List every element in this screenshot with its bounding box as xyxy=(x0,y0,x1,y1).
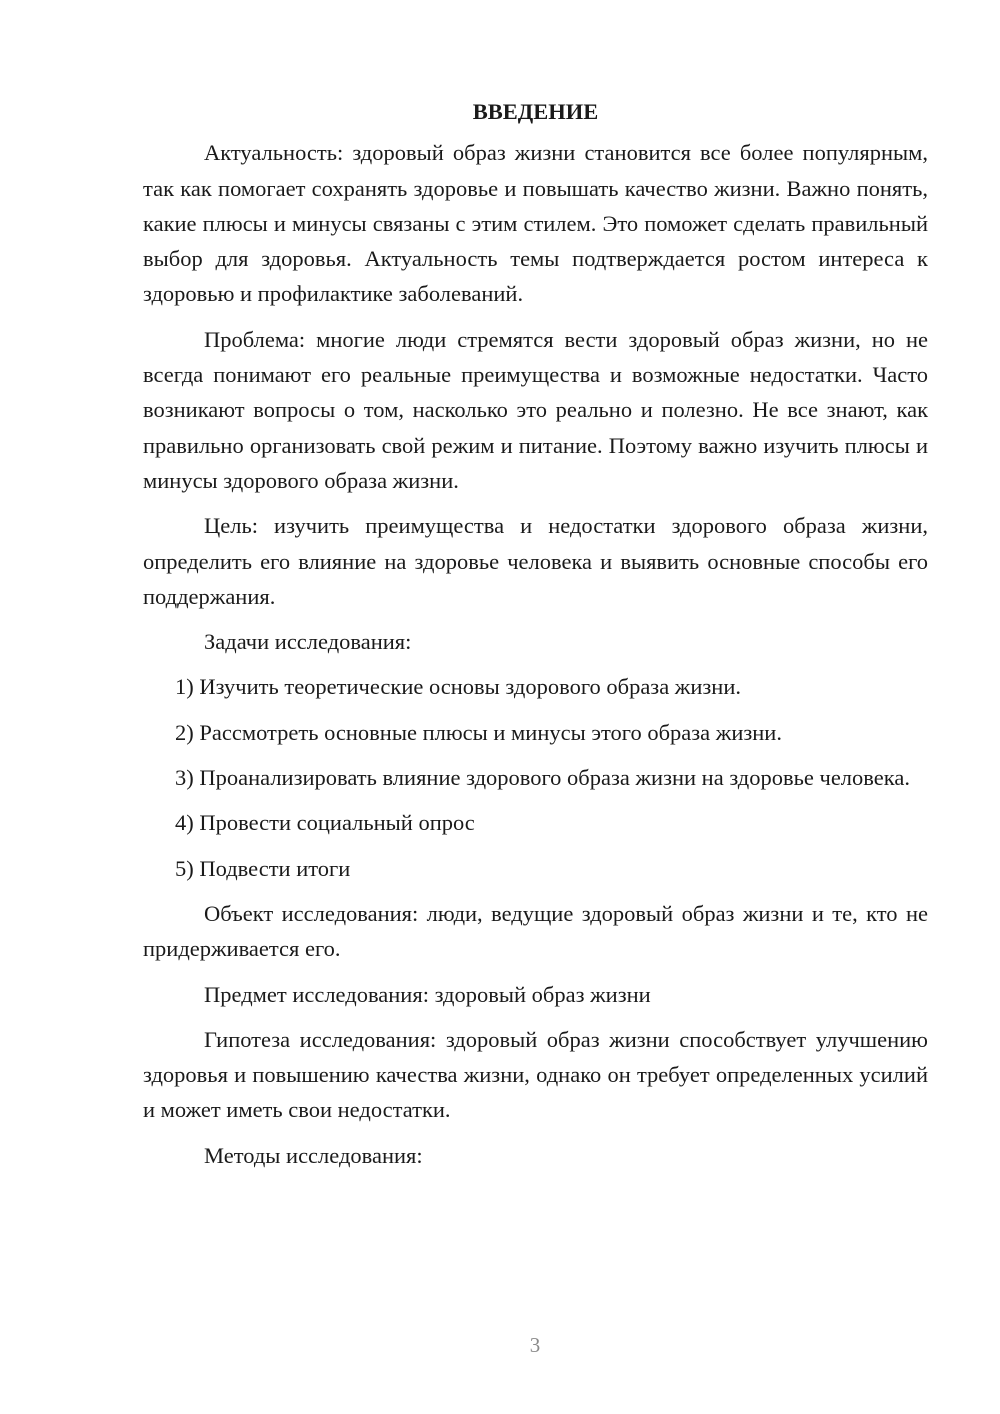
subject-paragraph: Предмет исследования: здоровый образ жизни xyxy=(204,981,651,1007)
page-number: 3 xyxy=(529,1333,541,1357)
problem-paragraph: Проблема: многие люди стремятся вести здоровый образ жизни, но не всегда понимают его реальные преимущества и возможные недостатки. Часто возникают вопросы о том, насколько это реально и полезно. Не все знают, как правильно организовать свой режим и питание. Поэтому важно изучить плюсы и минусы здорового образа жизни. xyxy=(143,326,928,493)
object-paragraph: Объект исследования: люди, ведущие здоровый образ жизни и те, кто не придерживается его. xyxy=(143,900,928,962)
hypothesis-paragraph: Гипотеза исследования: здоровый образ жизни способствует улучшению здоровья и повышению качества жизни, однако он требует определенных усилий и может иметь свои недостатки. xyxy=(143,1026,928,1123)
task-item: 5) Подвести итоги xyxy=(175,855,351,881)
goal-paragraph: Цель: изучить преимущества и недостатки здорового образа жизни, определить его влияние на здоровье человека и выявить основные способы его поддержания. xyxy=(143,513,928,609)
task-item: 1) Изучить теоретические основы здорового образа жизни. xyxy=(175,674,741,700)
tasks-heading: Задачи исследования: xyxy=(204,629,412,655)
task-item: 4) Провести социальный опрос xyxy=(175,810,475,836)
document-body xyxy=(143,94,928,1183)
task-item: 3) Проанализировать влияние здорового образа жизни на здоровье человека. xyxy=(175,765,910,791)
section-title: ВВЕДЕНИЕ xyxy=(472,99,599,124)
methods-heading: Методы исследования: xyxy=(204,1142,423,1168)
task-item: 2) Рассмотреть основные плюсы и минусы этого образа жизни. xyxy=(175,719,782,745)
relevance-paragraph: Актуальность: здоровый образ жизни становится все более популярным, так как помогает сохранять здоровье и повышать качество жизни. Важно понять, какие плюсы и минусы связаны с этим стилем. Это поможет сделать правильный выбор для здоровья. Актуальность темы подтверждается ростом интереса к здоровью и профилактике заболеваний. xyxy=(143,140,928,307)
